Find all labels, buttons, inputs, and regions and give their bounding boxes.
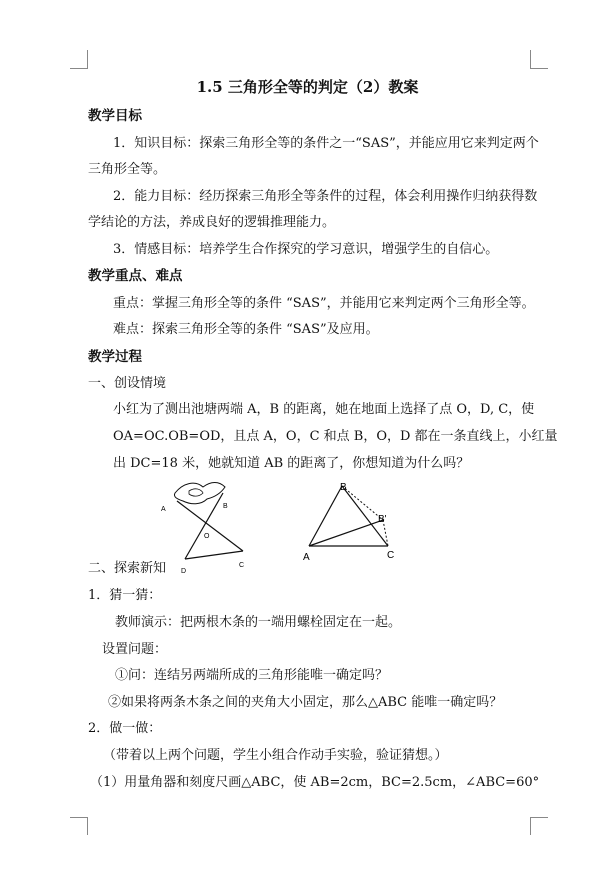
point-label-C: C bbox=[239, 562, 245, 569]
crop-mark-top-left bbox=[87, 50, 88, 68]
section1-line3: 出 DC=18 米，她就知道 AB 的距离了，你想知道为什么吗？ bbox=[113, 456, 470, 471]
setup-questions: 设置问题： bbox=[102, 642, 168, 657]
page-title: 1.5 三角形全等的判定（2）教案 bbox=[196, 78, 419, 96]
triangle-diagram bbox=[295, 478, 405, 563]
section1-line1: 小红为了测出池塘两端 A，B 的距离，她在地面上选择了点 O，D, C，使 bbox=[113, 402, 535, 417]
pond-inner bbox=[189, 489, 203, 496]
section1-heading: 一、创设情境 bbox=[88, 376, 167, 391]
keypoint-difficult: 难点：探索三角形全等的条件 “SAS”及应用。 bbox=[113, 322, 379, 337]
crop-mark-top-right bbox=[530, 50, 531, 68]
keypoints-heading: 教学重点、难点 bbox=[88, 268, 183, 284]
pond-outline bbox=[174, 483, 225, 504]
segment-B-D bbox=[185, 493, 223, 559]
crop-mark-bottom-right bbox=[530, 817, 531, 835]
crop-mark-bottom-right bbox=[530, 817, 548, 818]
teacher-demo: 教师演示：把两根木条的一端用螺栓固定在一起。 bbox=[115, 615, 402, 630]
segment-A-C bbox=[177, 501, 243, 551]
question-1: ①问：连结另两端所成的三角形能唯一确定吗？ bbox=[115, 668, 389, 683]
point-label-Bprime: B' bbox=[378, 514, 387, 525]
point-label-O: O bbox=[204, 533, 210, 540]
experiment-note: （带着以上两个问题，学生小组合作动手实验，验证猜想。） bbox=[103, 748, 448, 763]
step-1: （1）用量角器和刻度尺画△ABC，使 AB=2cm，BC=2.5cm，∠ABC=60° bbox=[90, 775, 540, 790]
point-label-A: A bbox=[303, 552, 310, 563]
section1-line2: OA=OC.OB=OD，且点 A，O，C 和点 B，O，D 都在一条直线上，小红量 bbox=[113, 429, 558, 444]
crop-mark-top-right bbox=[530, 68, 548, 69]
point-label-D: D bbox=[181, 568, 187, 575]
try-title: 2．做一做： bbox=[88, 721, 162, 736]
segment-A-Bprime bbox=[309, 520, 383, 546]
crop-mark-bottom-left bbox=[70, 817, 88, 818]
objectives-heading: 教学目标 bbox=[88, 108, 142, 124]
crop-mark-bottom-left bbox=[87, 817, 88, 835]
segment-A-B bbox=[309, 486, 342, 546]
objective-1-line1: 1．知识目标：探索三角形全等的条件之一“SAS”，并能应用它来判定两个 bbox=[113, 136, 539, 151]
segment-D-C bbox=[185, 551, 243, 559]
process-heading: 教学过程 bbox=[88, 349, 142, 365]
objective-3-line1: 3．情感目标：培养学生合作探究的学习意识，增强学生的自信心。 bbox=[113, 242, 499, 257]
pond-diagram bbox=[155, 475, 270, 580]
point-label-A: A bbox=[161, 506, 166, 513]
point-label-B: B bbox=[223, 503, 228, 510]
keypoint-important: 重点：掌握三角形全等的条件 “SAS”，并能用它来判定两个三角形全等。 bbox=[113, 296, 535, 311]
objective-2-line2: 学结论的方法，养成良好的逻辑推理能力。 bbox=[88, 215, 336, 230]
objective-2-line1: 2．能力目标：经历探索三角形全等条件的过程，体会利用操作归纳获得数 bbox=[113, 189, 538, 204]
question-2: ②如果将两条木条之间的夹角大小固定，那么△ABC 能唯一确定吗？ bbox=[108, 695, 503, 710]
point-label-C: C bbox=[387, 550, 395, 561]
objective-1-line2: 三角形全等。 bbox=[88, 162, 167, 177]
crop-mark-top-left bbox=[70, 68, 88, 69]
guess-title: 1．猜一猜： bbox=[88, 588, 162, 603]
section2-heading: 二、探索新知 bbox=[88, 561, 167, 576]
point-label-B: B bbox=[340, 482, 347, 493]
segment-B-Bprime-dashed bbox=[342, 486, 383, 520]
